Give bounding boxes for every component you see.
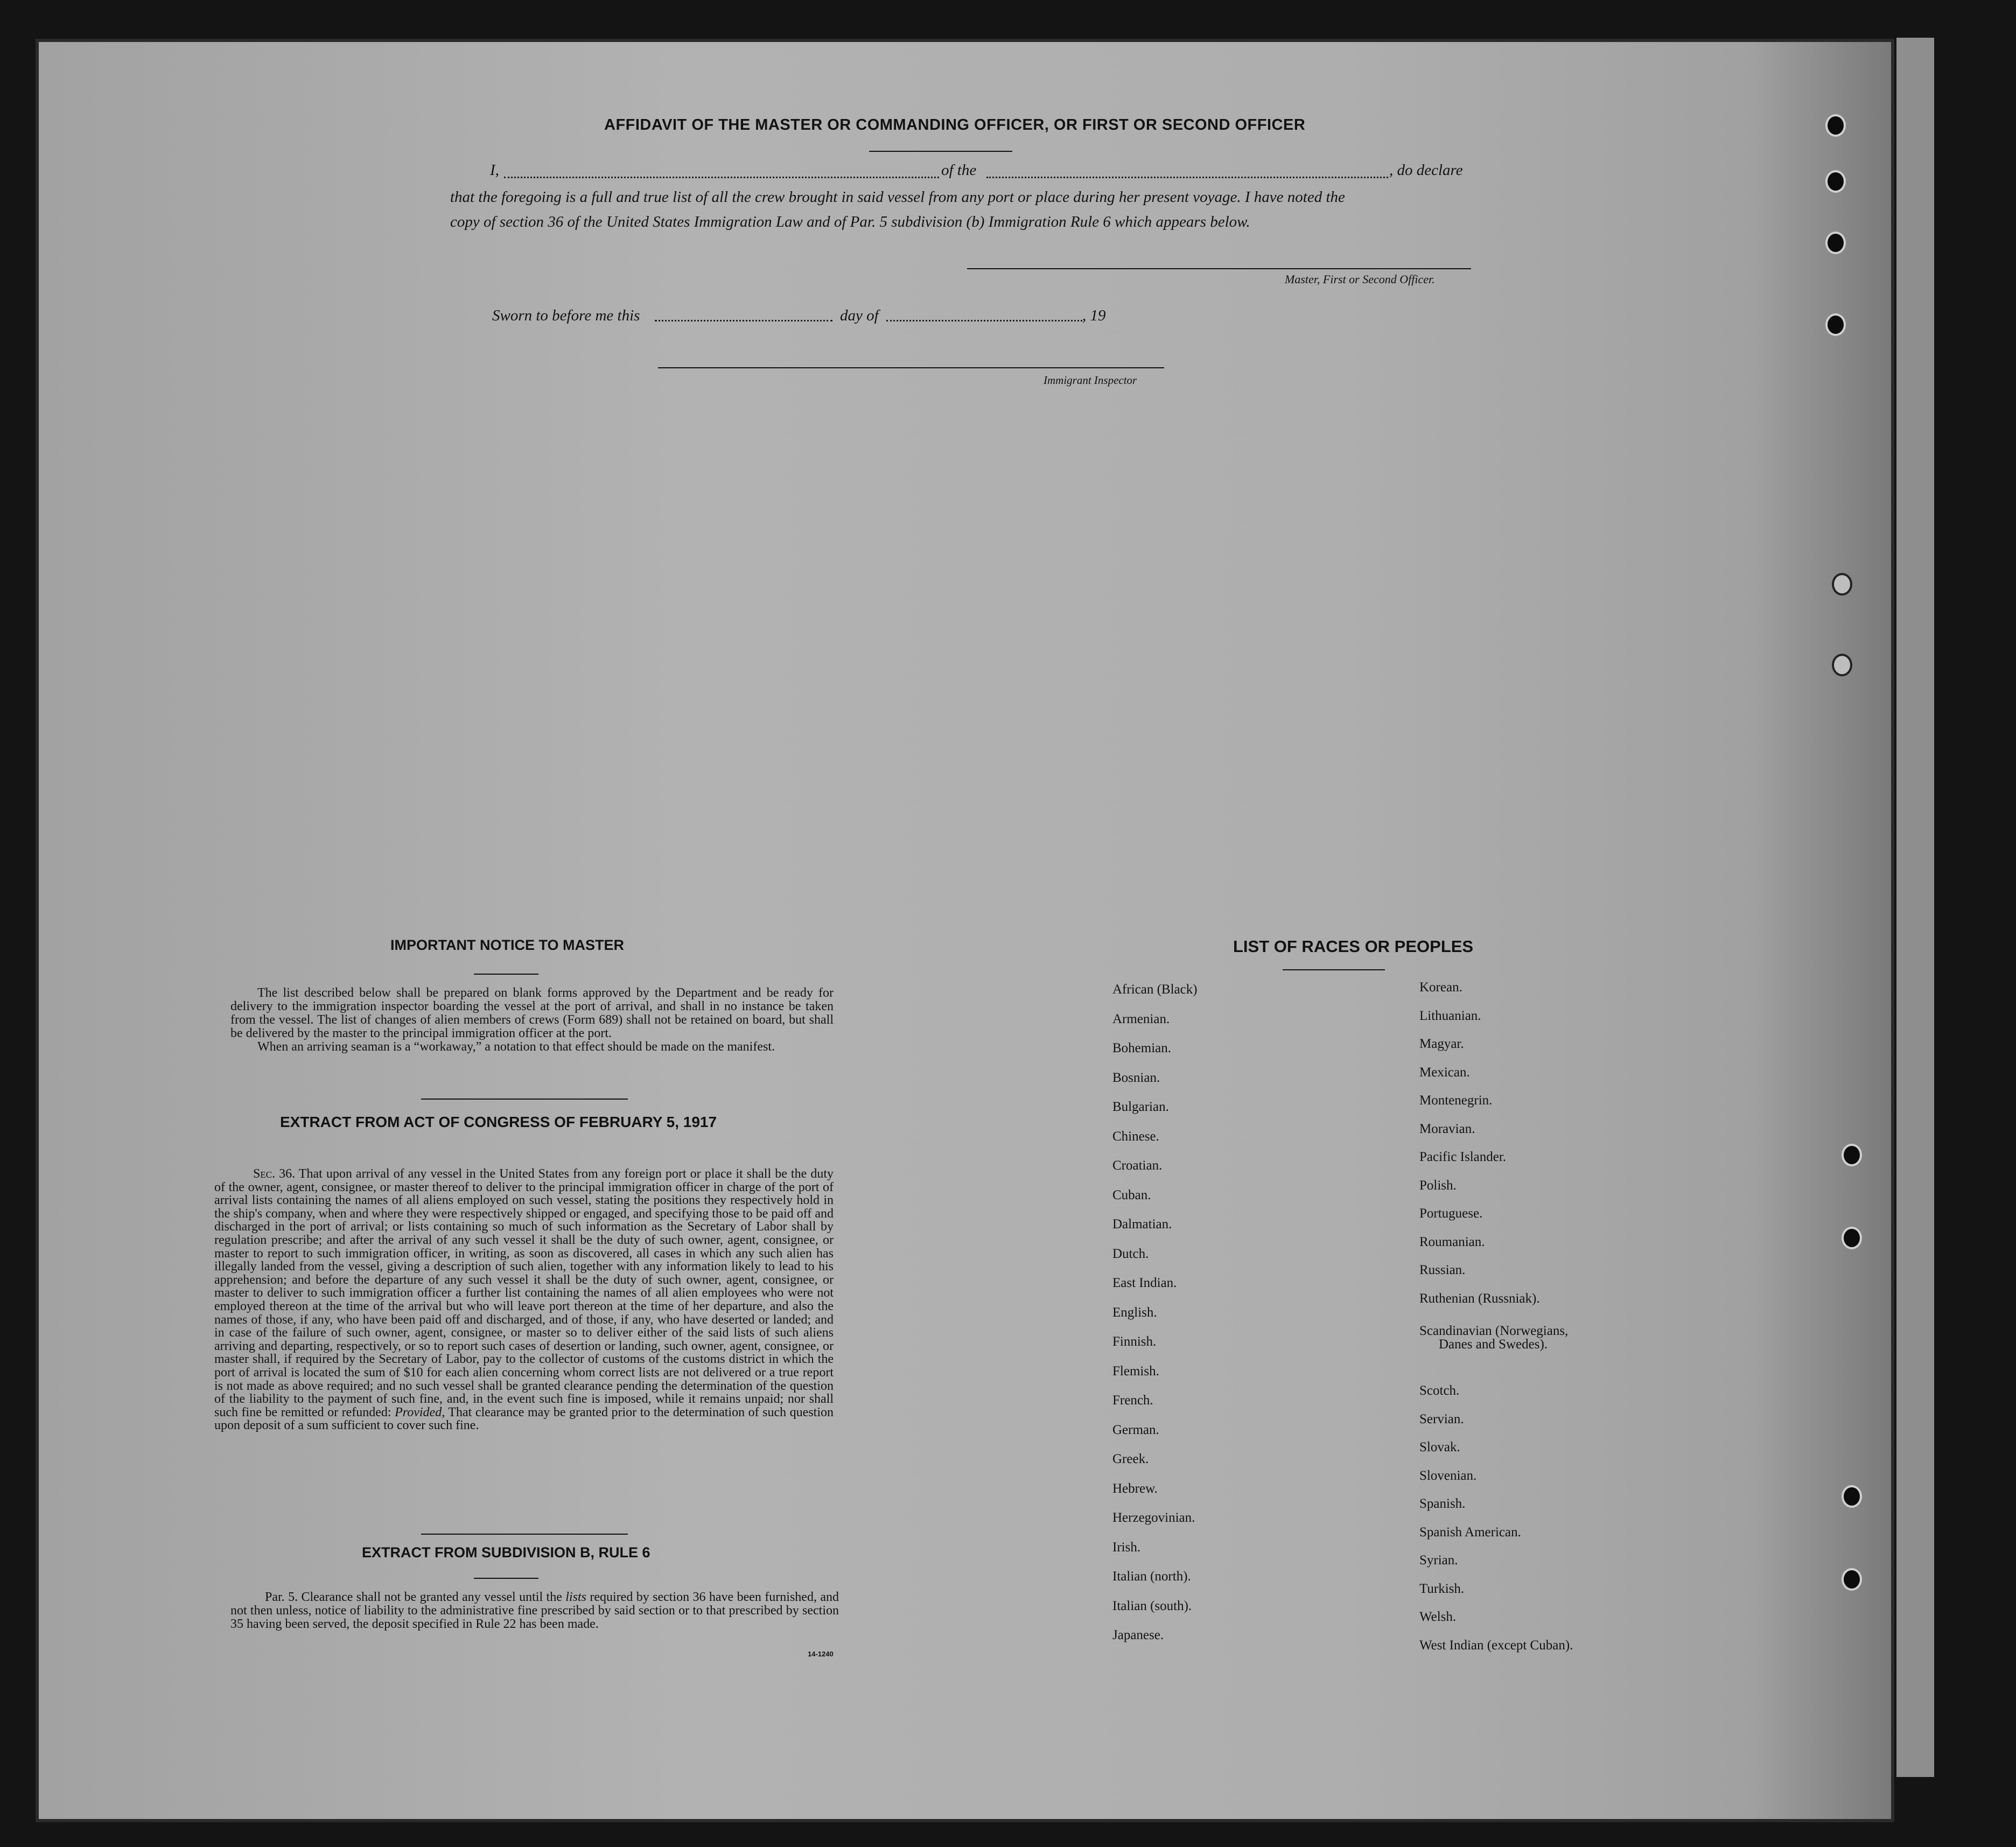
race-item: Polish.	[1419, 1178, 1457, 1193]
race-item: African (Black)	[1112, 982, 1198, 997]
race-item: Cuban.	[1112, 1187, 1151, 1202]
race-item: Danes and Swedes).	[1439, 1337, 1548, 1352]
race-item: Moravian.	[1419, 1121, 1475, 1136]
race-item: Italian (south).	[1112, 1598, 1192, 1613]
form-sheet	[39, 42, 1891, 1819]
race-item: Servian.	[1419, 1411, 1464, 1426]
race-item: Korean.	[1419, 980, 1462, 995]
race-item: Magyar.	[1419, 1037, 1464, 1051]
race-item: West Indian (except Cuban).	[1419, 1638, 1573, 1653]
binder-hole	[1842, 1568, 1862, 1591]
race-item: Pacific Islander.	[1419, 1150, 1507, 1164]
race-item: Syrian.	[1419, 1553, 1458, 1568]
race-item: Dutch.	[1112, 1246, 1149, 1261]
race-item: Scotch.	[1419, 1383, 1460, 1398]
race-item: Greek.	[1112, 1452, 1149, 1466]
binder-hole	[1825, 170, 1846, 193]
race-item: Chinese.	[1112, 1129, 1159, 1144]
race-item: Lithuanian.	[1419, 1008, 1481, 1023]
affidavit-of-the-label: of the	[941, 162, 977, 179]
race-item: Bulgarian.	[1112, 1100, 1169, 1114]
race-item: Armenian.	[1112, 1011, 1170, 1026]
race-item: Hebrew.	[1112, 1481, 1158, 1496]
race-item: Roumanian.	[1419, 1234, 1485, 1249]
race-item: Bosnian.	[1112, 1070, 1160, 1085]
declarant-name-line[interactable]	[504, 177, 939, 178]
race-item: Scandinavian (Norwegians,	[1419, 1324, 1569, 1338]
binder-hole	[1842, 1485, 1862, 1508]
race-item: Mexican.	[1419, 1065, 1470, 1080]
race-item: Italian (north).	[1112, 1569, 1191, 1584]
race-item: Japanese.	[1112, 1628, 1164, 1642]
inspector-caption: Immigrant Inspector	[1044, 374, 1137, 387]
extract-rule-title: EXTRACT FROM SUBDIVISION B, RULE 6	[362, 1544, 650, 1561]
proviso-label: Provided,	[395, 1405, 445, 1419]
binder-hole	[1825, 232, 1846, 254]
sworn-month-line[interactable]	[886, 320, 1082, 321]
race-item: Irish.	[1112, 1540, 1141, 1555]
binder-hole	[1825, 114, 1846, 137]
par-5-text: Par. 5. Clearance shall not be granted any vessel until the lists required by section 36 have been furnished, and not then unless, notice of liability to the administrative fine prescribed by said section or to that prescribed by section 35 having been served, the deposit specified in Rule 22 has been made.	[230, 1590, 839, 1631]
page-edge-strip	[1896, 38, 1934, 1777]
race-item: Welsh.	[1419, 1610, 1457, 1624]
extract-act-title: EXTRACT FROM ACT OF CONGRESS OF FEBRUARY 5, 1917	[280, 1114, 717, 1130]
section-label: Sec. 36.	[253, 1167, 296, 1181]
race-item: Portuguese.	[1419, 1206, 1483, 1221]
race-item: Spanish American.	[1419, 1524, 1521, 1540]
proviso-text: That clearance may be granted prior to the determination of such question upon deposit of a sum sufficient to cover such fine.	[214, 1405, 834, 1433]
binder-hole	[1832, 573, 1852, 596]
race-item: Russian.	[1419, 1263, 1466, 1277]
affidavit-title: AFFIDAVIT OF THE MASTER OR COMMANDING OFFICER, OR FIRST OR SECOND OFFICER	[604, 116, 1306, 134]
race-item: East Indian.	[1112, 1276, 1177, 1290]
officer-signature-line[interactable]	[967, 268, 1471, 269]
race-item: Montenegrin.	[1419, 1093, 1493, 1108]
race-item: Croatian.	[1112, 1158, 1163, 1173]
binder-hole	[1832, 654, 1852, 676]
sworn-label: Sworn to before me this	[492, 307, 640, 324]
affidavit-do-declare: , do declare	[1389, 162, 1463, 179]
race-item: Dalmatian.	[1112, 1217, 1172, 1232]
form-number: 14-1240	[808, 1650, 834, 1658]
notice-paragraph-1: The list described below shall be prepared on blank forms approved by the Department and be ready for delivery to the immigration inspector boarding the vessel at the port of arrival, and shall in no instance be taken from the vessel. The list of changes of alien members of crews (Form 689) shall not be retained on board, but shall be delivered by the master to the principal immigration officer at the port.	[230, 986, 834, 1040]
races-title: LIST OF RACES OR PEOPLES	[1233, 937, 1474, 956]
race-item: Turkish.	[1419, 1581, 1465, 1596]
affidavit-i-label: I,	[490, 162, 499, 179]
race-item: German.	[1112, 1422, 1159, 1437]
race-item: Ruthenian (Russniak).	[1419, 1291, 1540, 1306]
notice-title: IMPORTANT NOTICE TO MASTER	[390, 937, 624, 953]
sworn-day-line[interactable]	[655, 320, 832, 321]
race-item: Herzegovinian.	[1112, 1510, 1195, 1525]
race-item: Slovak.	[1419, 1440, 1460, 1454]
race-item: Finnish.	[1112, 1334, 1157, 1349]
race-item: Slovenian.	[1419, 1468, 1477, 1483]
race-item: Bohemian.	[1112, 1041, 1172, 1055]
binder-hole	[1842, 1227, 1862, 1249]
section-body: That upon arrival of any vessel in the United States from any foreign port or place it shall be the duty of the owner, agent, consignee, or master thereof to deliver to the principal immigration officer in charge of the port of arrival lists containing the names of all aliens employed on such vessel, stating the positions they respectively hold in the ship's company, when and where they were respectively shipped or engaged, and specifying those to be paid off and discharged in the port of arrival; or lists containing so much of such information as the Secretary of Labor shall by regulation prescribe; and after the arrival of any such vessel it shall be the duty of such owner, agent, consignee, or master to report to such immigration officer, in writing, as soon as discovered, all cases in which any such alien has illegally landed from the vessel, giving a description of such alien, together with any information likely to lead to his apprehension; and before the departure of any such vessel it shall be the duty of such owner, agent, consignee, or master to deliver to such immigration officer a further list containing the names of all alien employees who were not employed thereon at the time of the arrival but who will leave port thereon at the time of her departure, and also the names of those, if any, who have been paid off and discharged, and of those, if any, who have deserted or landed; and in case of the failure of such owner, agent, consignee, or master so to deliver either of the said lists of such aliens arriving and departing, respectively, or so to report such cases of desertion or landing, such owner, agent, consignee, or master shall, if required by the Secretary of Labor, pay to the collector of customs of the customs district in which the port of arrival is located the sum of $10 for each alien concerning whom correct lists are not delivered or a true report is not made as above required; and no such vessel shall be granted clearance pending the determination of the question of the liability to the payment of such fine, and, in the event such fine is imposed, while it remains unpaid; nor shall such fine be remitted or refunded:	[214, 1167, 834, 1419]
race-item: Flemish.	[1112, 1363, 1159, 1379]
notice-body	[230, 987, 834, 1054]
inspector-signature-line[interactable]	[658, 367, 1164, 368]
vessel-name-line[interactable]	[986, 177, 1388, 178]
race-item: Spanish.	[1419, 1496, 1466, 1511]
race-item: English.	[1112, 1305, 1157, 1320]
officer-signature-caption: Master, First or Second Officer.	[1285, 272, 1435, 286]
binder-hole	[1825, 313, 1846, 336]
binder-hole	[1842, 1144, 1862, 1166]
year-prefix: , 19	[1082, 307, 1106, 324]
notice-paragraph-2: When an arriving seaman is a “workaway,” a notation to that effect should be made on the manifest.	[257, 1040, 775, 1054]
affidavit-statement-line2: that the foregoing is a full and true list of all the crew brought in said vessel from any port or place during her present voyage. I have noted the	[450, 188, 1345, 206]
race-item: French.	[1112, 1393, 1153, 1408]
affidavit-statement-line3: copy of section 36 of the United States Immigration Law and of Par. 5 subdivision (b) Immigration Rule 6 which appears below.	[450, 213, 1250, 230]
section-36-text	[214, 1167, 834, 1432]
day-of-label: day of	[840, 307, 879, 324]
